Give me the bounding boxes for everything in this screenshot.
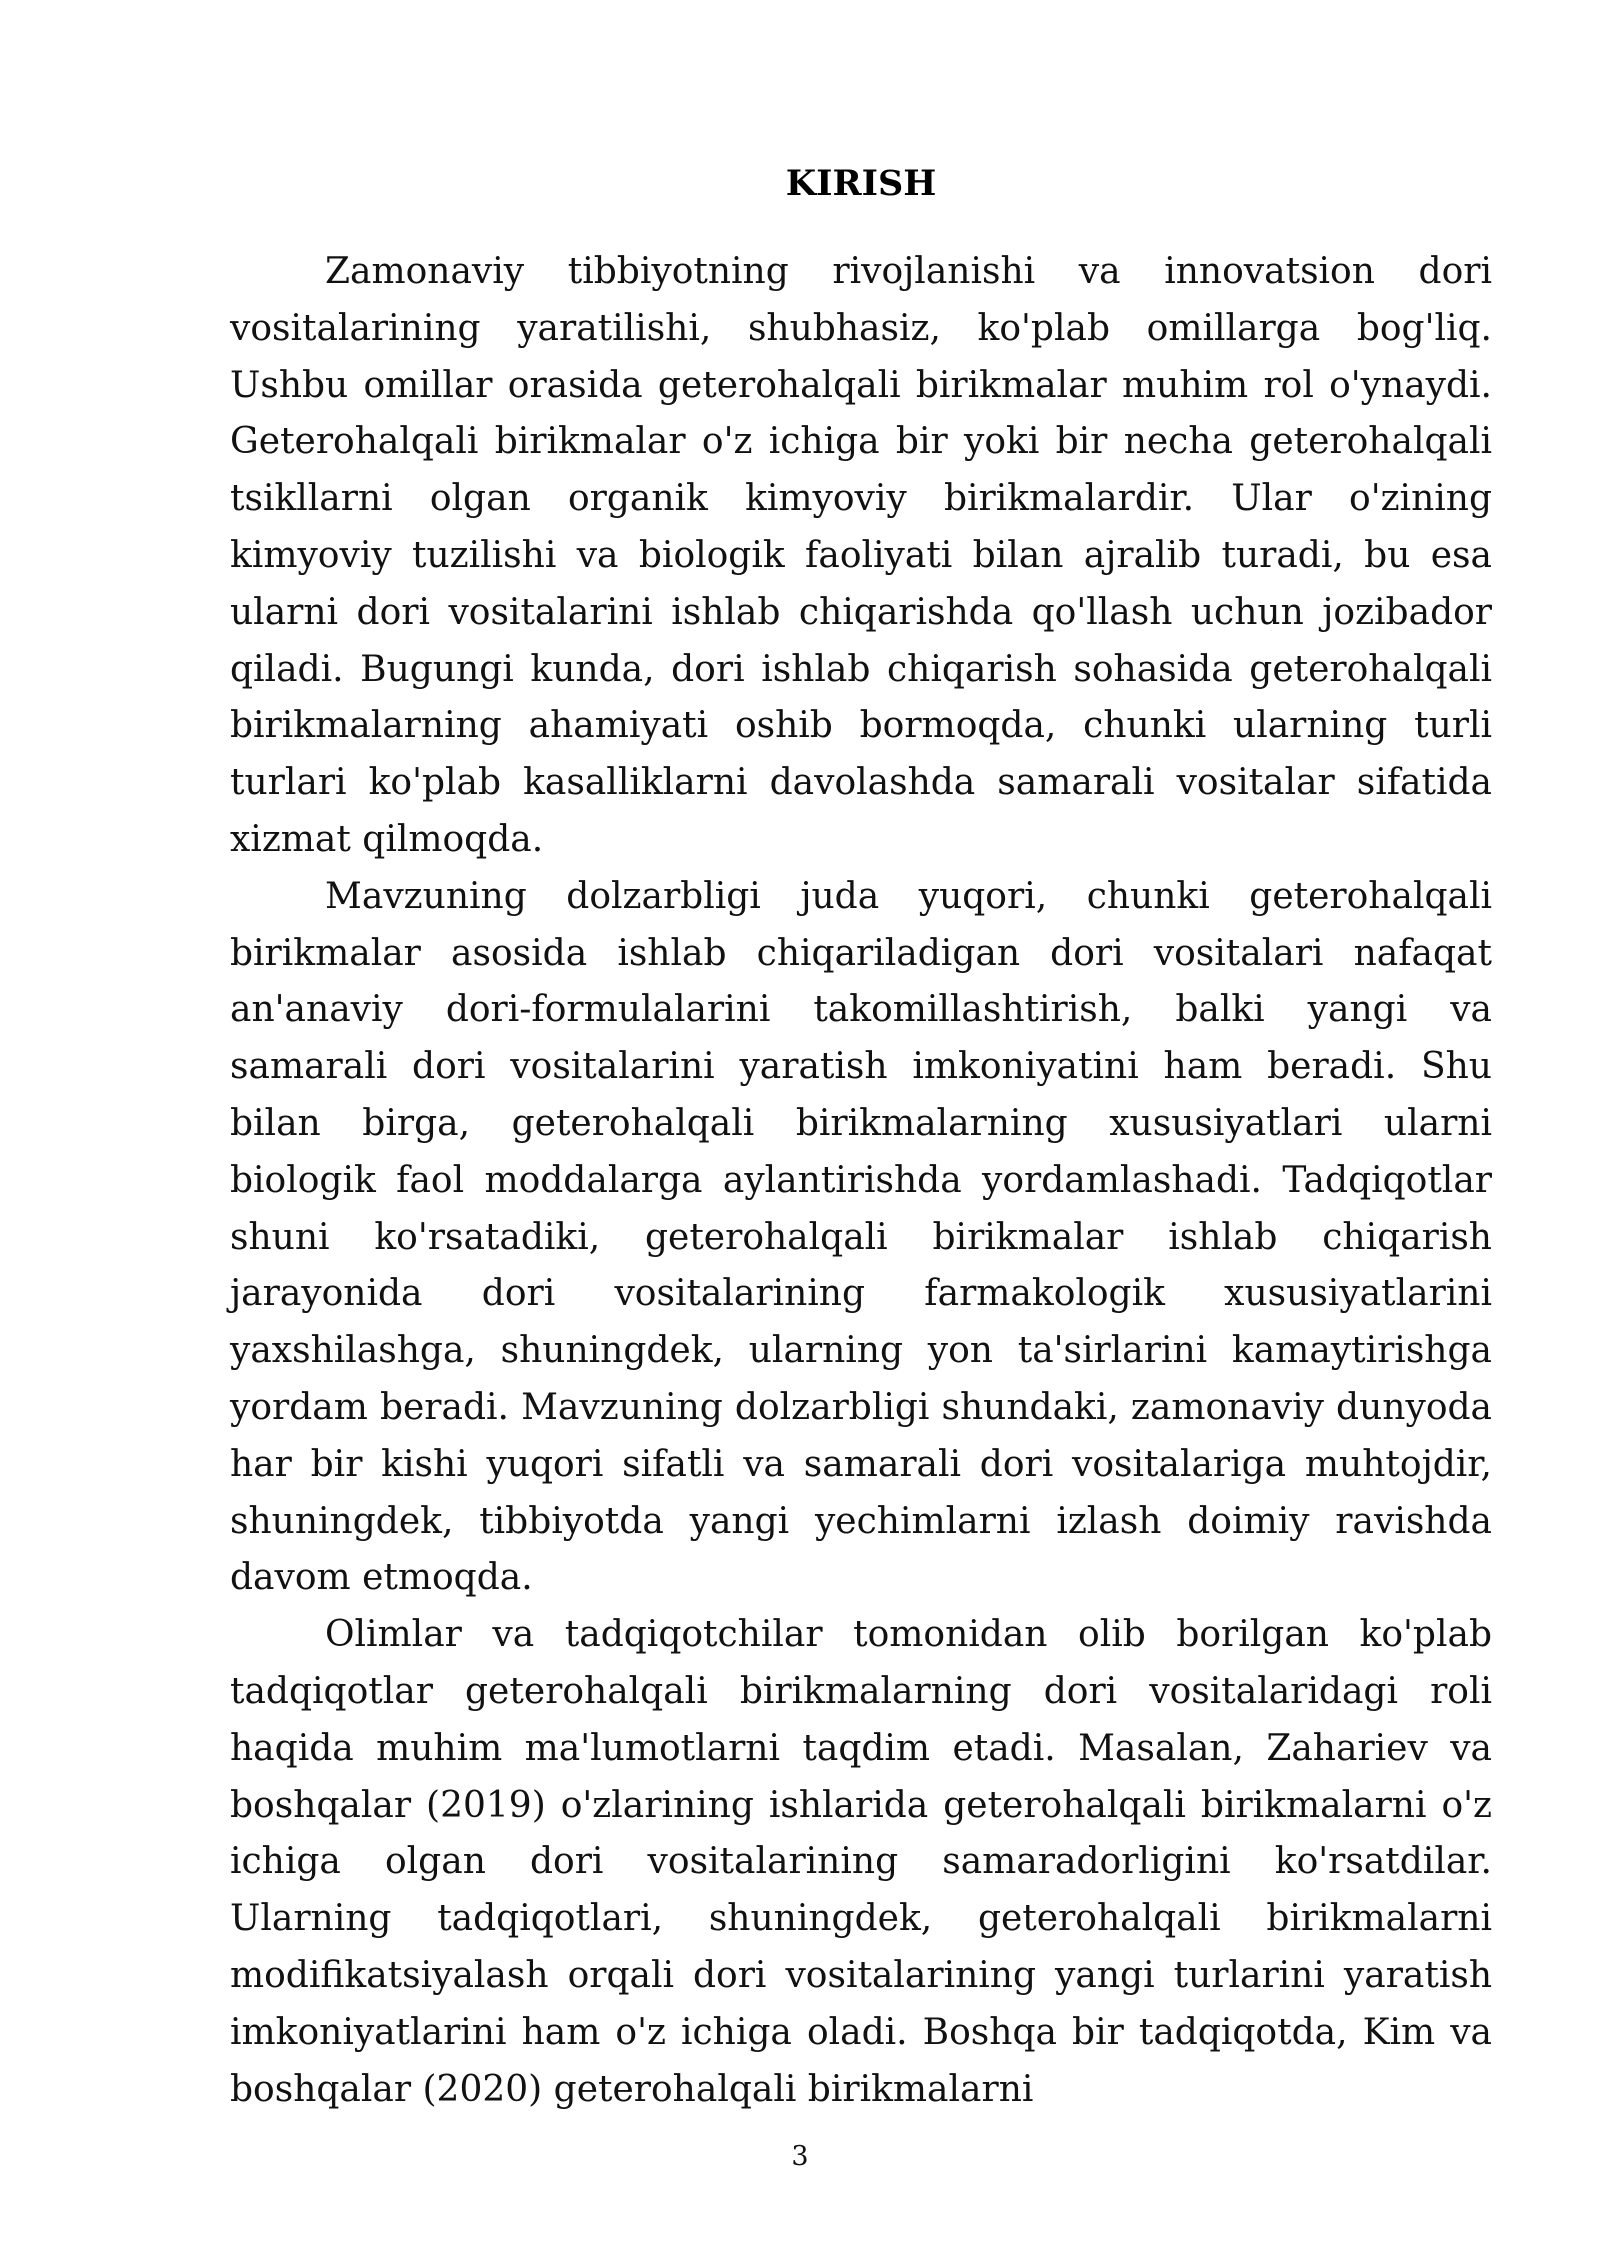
page-content [230,150,1492,2118]
paragraph-relevance: Mavzuning dolzarbligi juda yuqori, chunki geterohalqali birikmalar asosida ishlab chiqariladigan dori vositalari nafaqat an'anaviy dori-formulalarini takomillashtirish, balki yangi va samarali dori vositalarini yaratish imkoniyatini ham beradi. Shu bilan birga, geterohalqali birikmalarning xususiyatlari ularni biologik faol moddalarga aylantirishda yordamlashadi. Tadqiqotlar shuni ko'rsatadiki, geterohalqali birikmalar ishlab chiqarish jarayonida dori vositalarining farmakologik xususiyatlarini yaxshilashga, shuningdek, ularning yon ta'sirlarini kamaytirishga yordam beradi. Mavzuning dolzarbligi shundaki, zamonaviy dunyoda har bir kishi yuqori sifatli va samarali dori vositalariga muhtojdir, shuningdek, tibbiyotda yangi yechimlarni izlash doimiy ravishda davom etmoqda. [230,875,1492,1599]
page-number: 3 [791,2141,809,2172]
section-title: KIRISH [785,163,937,204]
paragraph-research: Olimlar va tadqiqotchilar tomonidan olib borilgan ko'plab tadqiqotlar geterohalqali birikmalarning dori vositalaridagi roli haqida muhim ma'lumotlarni taqdim etadi. Masalan, Zahariev va boshqalar (2019) o'zlarining ishlarida geterohalqali birikmalarni o'z ichiga olgan dori vositalarining samaradorligini ko'rsatdilar. Ularning tadqiqotlari, shuningdek, geterohalqali birikmalarni modifikatsiyalash orqali dori vositalarining yangi turlarini yaratish imkoniyatlarini ham o'z ichiga oladi. Boshqa bir tadqiqotda, Kim va boshqalar (2020) geterohalqali birikmalarni [230,1614,1492,2110]
paragraph-intro: Zamonaviy tibbiyotning rivojlanishi va innovatsion dori vositalarining yaratilishi, shubhasiz, ko'plab omillarga bog'liq. Ushbu omillar orasida geterohalqali birikmalar muhim rol o'ynaydi. Geterohalqali birikmalar o'z ichiga bir yoki bir necha geterohalqali tsikllarni olgan organik kimyoviy birikmalardir. Ular o'zining kimyoviy tuzilishi va biologik faoliyati bilan ajralib turadi, bu esa ularni dori vositalarini ishlab chiqarishda qo'llash uchun jozibador qiladi. Bugungi kunda, dori ishlab chiqarish sohasida geterohalqali birikmalarning ahamiyati oshib bormoqda, chunki ularning turli turlari ko'plab kasalliklarni davolashda samarali vositalar sifatida xizmat qilmoqda. [230,251,1492,860]
